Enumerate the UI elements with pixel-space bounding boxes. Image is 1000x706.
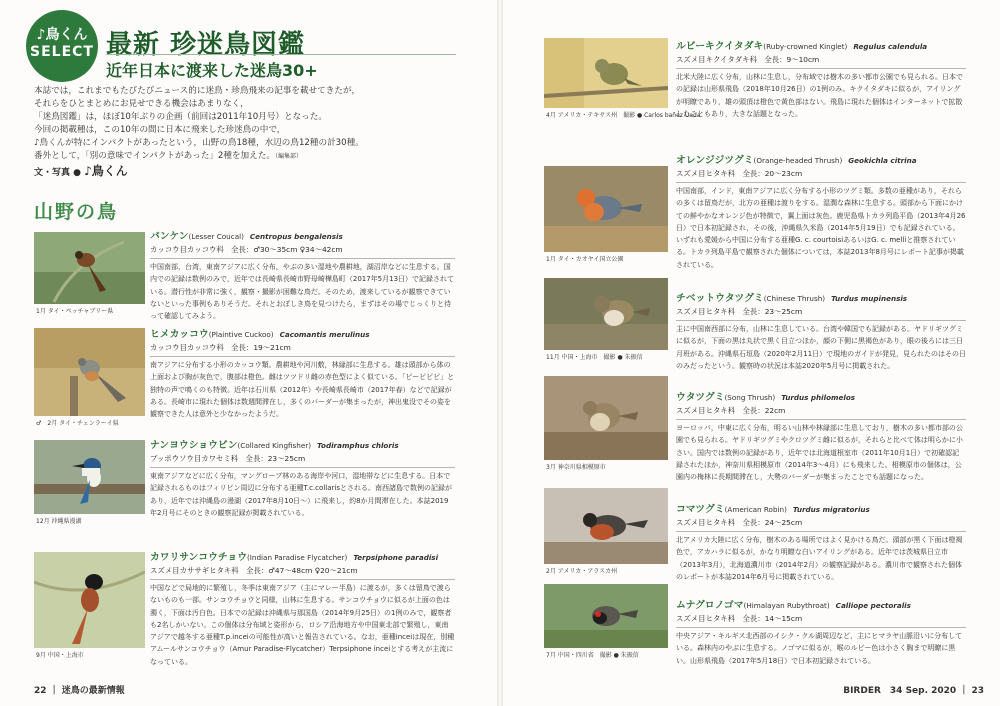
bird-description: 南アジアに分布する小形のカッコウ類。農耕地や河川敷，林縁部に生息する。雄は頭部から体の上面および胸が灰色で，腹部は橙色。雌はツツドリ雌の赤色型によく似ている。「ピーピピピ」と独特の声で鳴くのも特徴。近年は石川県（2012年）や長崎県長崎市（2017年春）などで記録がある。長崎市に現れた個体は数週間滞在し，多くのバーダーが集まったが，神出鬼没でその姿を観察できた人は意外と少なかったようだ。 [150, 361, 455, 419]
bird-photo [544, 488, 668, 564]
english-name: (Plaintive Cuckoo) [208, 330, 274, 339]
bird-photo [34, 440, 145, 514]
bird-name: カワリサンコウチョウ(Indian Paradise Flycatcher) Terpsiphone paradisi [150, 552, 439, 563]
english-name: (Ruby-crowned Kinglet) [763, 42, 848, 51]
badge-bottom-label: SELECT [30, 44, 94, 60]
bird-meta: スズメ目キクイタダキ科 全長：9〜10cm [676, 55, 820, 64]
photo-caption: ♂ 2月 タイ・チェンラーイ県 [36, 420, 119, 427]
english-name: (Himalayan Rubythroat) [743, 601, 830, 610]
intro-text [34, 85, 454, 163]
english-name: (Lesser Coucal) [188, 232, 244, 241]
bird-meta: スズメ目ヒタキ科 全長：24〜25cm [676, 518, 803, 527]
selector-badge [26, 10, 98, 82]
badge-top-label: ♪鳥くん [36, 27, 88, 43]
entry-divider [676, 627, 966, 628]
bird-name: ルビーキクイタダキ(Ruby-crowned Kinglet) Regulus calendula [676, 41, 928, 52]
entry-divider [676, 531, 966, 532]
left-running-title: ｜ 迷鳥の最新情報 [49, 686, 125, 696]
bird-description: 中国などで局地的に繁殖し，冬季は東南アジア（主にマレー半島）に渡るが，多くは留鳥で渡らないものも一部。サンコウチョウと同様，山林に生息する。サンコウチョウに似るが上面の色は濁く，下面は汚白色。日本での記録は沖縄県与那国島（2014年9月25日）の1例のみで，観察者も2名しかいない。この個体は分布域と姿形から，ロシア沿海地方や中国東北部で繁殖し，東南アジアで越冬する亜種T.p.inceiの可能性が高いと報告されている。なお，亜種inceiは現在，別種アムールサンコウチョウ（Amur Paradise-Flycatcher）Terpsiphone inceiとする考えが主流になっている。 [150, 584, 455, 666]
article-subtitle: 近年日本に渡来した迷鳥30+ [106, 61, 318, 80]
intro-line: 「迷鳥図鑑」は，ほぼ10年ぶりの企画（前回は2011年10月号）となった。 [34, 112, 327, 122]
credit-label: 文・写真 ● [34, 168, 85, 178]
scientific-name: Turdus philomelos [781, 393, 856, 402]
bird-photo [34, 328, 145, 416]
english-name: (American Robin) [724, 505, 787, 514]
bird-name: コマツグミ(American Robin) Turdus migratorius [676, 504, 870, 515]
bird-meta: スズメ目ヒタキ科 全長：20〜23cm [676, 169, 803, 178]
bird-meta: スズメ目ヒタキ科 全長：14〜15cm [676, 614, 803, 623]
article-title: 最新 珍迷鳥図鑑 [106, 30, 306, 60]
bird-photo [544, 166, 668, 252]
entry-divider [676, 68, 966, 69]
bird-name: チベットウタツグミ(Chinese Thrush) Turdus mupinensis [676, 293, 908, 304]
page-number-right: 23 [971, 686, 984, 696]
scientific-name: Centropus bengalensis [249, 232, 343, 241]
bird-name: ナンヨウショウビン(Collared Kingfisher) Todiramphus chloris [150, 440, 399, 451]
bird-description: 中国南部，台湾，東南アジアに広く分布，やぶの多い湿地や農耕地，湖沼岸などに生息する。国内での記録は数例のみで，近年では長崎県長崎市野母崎樺島町（2017年5月13日）で記録されている。潜行性が非常に強く，観察・撮影が困難な鳥だ。そのため，渡来しているが観察できていないといった事例もありそうだ。それとおぼしき鳥を見つけたら，まずはその場でじっくりと待って確認してみよう。 [150, 263, 455, 321]
bird-name: ウタツグミ(Song Thrush) Turdus philomelos [676, 392, 856, 403]
entry-divider [150, 356, 455, 357]
bird-meta: カッコウ目カッコウ科 全長：19〜21cm [150, 343, 291, 352]
english-name: (Orange-headed Thrush) [753, 156, 843, 165]
scientific-name: Calliope pectoralis [835, 601, 911, 610]
entry-divider [676, 182, 966, 183]
bird-photo [544, 376, 668, 460]
scientific-name: Geokichla citrina [848, 156, 917, 165]
bird-description: 中国南部，インド，東南アジアに広く分布する小形のツグミ類。多数の亜種があり，それらの多くは留鳥だが，北方の亜種は渡りをする。湿潤な森林に生息する。頭部から下面にかけての鮮やかなオレンジ色が特徴で，翼上面は灰色。鹿児島県トカラ列島平島（2013年4月26日）で日本初記録され，その後，沖縄県久米島（2014年5月19日）でも記録されている。いずれも愛媛から中国に分布する亜種G. c. courtoisiあるいはG. c. melliと推察されている。トカラ列島平島で観察された個体については，本誌2013年8月号にレポート記事が掲載されている。 [676, 187, 966, 269]
bird-photo [34, 552, 145, 648]
bird-meta: ブッポウソウ目カワセミ科 全長：23〜25cm [150, 454, 306, 463]
title-divider [106, 54, 456, 55]
photo-caption: 12月 沖縄県漫湖 [36, 518, 82, 525]
left-folio [34, 683, 125, 696]
bird-photo [544, 38, 668, 108]
scientific-name: Todiramphus chloris [317, 441, 399, 450]
bird-name: オレンジジツグミ(Orange-headed Thrush) Geokichla citrina [676, 155, 917, 166]
scientific-name: Turdus mupinensis [831, 294, 908, 303]
bird-photo [34, 232, 145, 304]
photo-caption: 11月 中国・上海市 撮影 ● 朱振信 [546, 354, 643, 361]
english-name: (Indian Paradise Flycatcher) [247, 553, 348, 562]
bird-name: バンケン(Lesser Coucal) Centropus bengalensis [150, 231, 343, 242]
right-running-title: BIRDER 34 Sep. 2020 ｜ [843, 686, 969, 696]
scientific-name: Terpsiphone paradisi [353, 553, 439, 562]
photo-caption: 7月 中国・四川省 撮影 ● 朱振信 [546, 652, 639, 659]
entry-divider [150, 467, 455, 468]
scientific-name: Turdus migratorius [792, 505, 870, 514]
bird-description: 北米大陸に広く分布，山林に生息し，分布域では樹木の多い都市公園でも見られる。日本での記録は山形県飛島（2018年10月26日）の1例のみ。キクイタダキに似るが，アイリングが明瞭であり，雄の頭頂は橙色で黄色部はない。飛島に現れた個体はインターネットで拡散したこともあり，大きな話題となった。 [676, 73, 963, 118]
bird-meta: スズメ目カササギヒタキ科 全長：♂47〜48cm ♀20〜21cm [150, 566, 358, 575]
intro-line: ♪鳥くんが特にインパクトがあったという，山野の鳥18種，水辺の鳥12種の計30種。 [34, 138, 364, 148]
bird-name: ヒメカッコウ(Plaintive Cuckoo) Cacomantis merulinus [150, 329, 370, 340]
intro-line: 今回の掲載種は，この10年の間に日本に飛来した珍迷鳥の中で， [34, 125, 286, 135]
bird-meta: スズメ目ヒタキ科 全長：23〜25cm [676, 307, 803, 316]
photo-caption: 9月 中国・上海市 [36, 652, 84, 659]
bird-description: 中央アジア・キルギス北西部のイシク・クル湖周辺など，主にヒマラヤ山脈沿いに分布している。森林内のやぶに生息する。ノゴマに似るが，喉のルビー色は小さく胸まで明瞭に黒い。山形県飛島（2017年5月18日）で日本初記録されている。 [676, 632, 963, 665]
bird-description: 東南アジアなどに広く分布，マングローブ林のある海岸や河口，湿地帯などに生息する。日本で記録されるものはフィリピン周辺に分布する亜種T.c.collarisとされる。南西諸島で数例の記録があり，近年では沖縄島の漫湖（2017年8月10日〜）に飛来し，約8か月間滞在した。本誌2019年2月号にそのときの観察記録が掲載されている。 [150, 472, 452, 517]
entry-divider [676, 419, 966, 420]
page-gutter [497, 0, 503, 706]
entry-divider [150, 258, 455, 259]
english-name: (Collared Kingfisher) [237, 441, 312, 450]
intro-note: （編集部） [274, 153, 302, 160]
scientific-name: Cacomantis merulinus [279, 330, 370, 339]
english-name: (Song Thrush) [724, 393, 776, 402]
author-credit [34, 162, 128, 179]
bird-meta: カッコウ目カッコウ科 全長：♂30〜35cm ♀34〜42cm [150, 245, 343, 254]
bird-description: 北アメリカ大陸に広く分布，樹木のある場所ではよく見かける鳥だ。頭部が黒く下面は橙褐色で，アカハラに似るが，かなり明瞭な白いアイリングがある。近年では茨城県日立市（2013年3月），北海道濃川市（2014年2月）の観察記録がある。濃川市で観察された個体のレポートが本誌2014年6月号に掲載されている。 [676, 536, 963, 581]
photo-caption: 4月 アメリカ・テキサス州 撮影 ● Carlos bañez Ueda [546, 112, 701, 119]
intro-line: 番外として，「別の意味でインパクトがあった」2種を加えた。（編集部） [34, 151, 302, 161]
photo-caption: 2月 アメリカ・アラスカ州 [546, 568, 618, 575]
english-name: (Chinese Thrush) [763, 294, 826, 303]
entry-divider [676, 320, 966, 321]
photo-caption: 1月 タイ・カオヤイ国立公園 [546, 256, 624, 263]
intro-line: それらをひとまとめにお見せできる機会はあまりなく， [34, 99, 249, 109]
page-number-left: 22 [34, 686, 47, 696]
section-heading: 山野の鳥 [34, 201, 119, 223]
bird-name: ムナグロノゴマ(Himalayan Rubythroat) Calliope pectoralis [676, 600, 911, 611]
entry-divider [150, 579, 455, 580]
intro-line: 本誌では，これまでもたびたびニュース的に迷鳥・珍鳥飛来の記事を載せてきたが， [34, 86, 361, 96]
bird-description: 主に中国南西部に分布，山林に生息している。台湾や韓国でも記録がある。ヤドリギツグミに似るが，下面の黒は丸状で黒く目立つほか，顔の下側に黒褐色があり，眼の後ろには三日月班がある。沖縄県石垣島（2020年2月11日）で現地のガイドが発見，見られたのはその日のみだったという。観察時の状況は本誌2020年5月号に掲載された。 [676, 325, 966, 370]
credit-name: ♪鳥くん [84, 164, 128, 178]
bird-meta: スズメ目ヒタキ科 全長：22cm [676, 406, 786, 415]
bird-description: ヨーロッパ，中東に広く分布，明るい山林や林縁部に生息しており，樹木の多い都市部の公園でも見られる。ヤドリギツグミやクロツグミ雌に似るが，それらと比べて体は明らかに小さい。国内では数例の記録があり，近年では北海道根室市（2011年10月1日）で初確認記録されたほか，神奈川県相模原市（2014年3〜4月）にも飛来した。相模原市の個体は，公園内の梅林に長期間滞在し，大勢のバーダーが集まったことでも話題になった。 [676, 424, 963, 482]
photo-caption: 1月 タイ・ペッチャブリー県 [36, 308, 114, 315]
bird-photo [544, 278, 668, 350]
bird-photo [544, 584, 668, 648]
right-folio [843, 683, 984, 696]
photo-caption: 3月 神奈川県相模原市 [546, 464, 606, 471]
scientific-name: Regulus calendula [853, 42, 928, 51]
